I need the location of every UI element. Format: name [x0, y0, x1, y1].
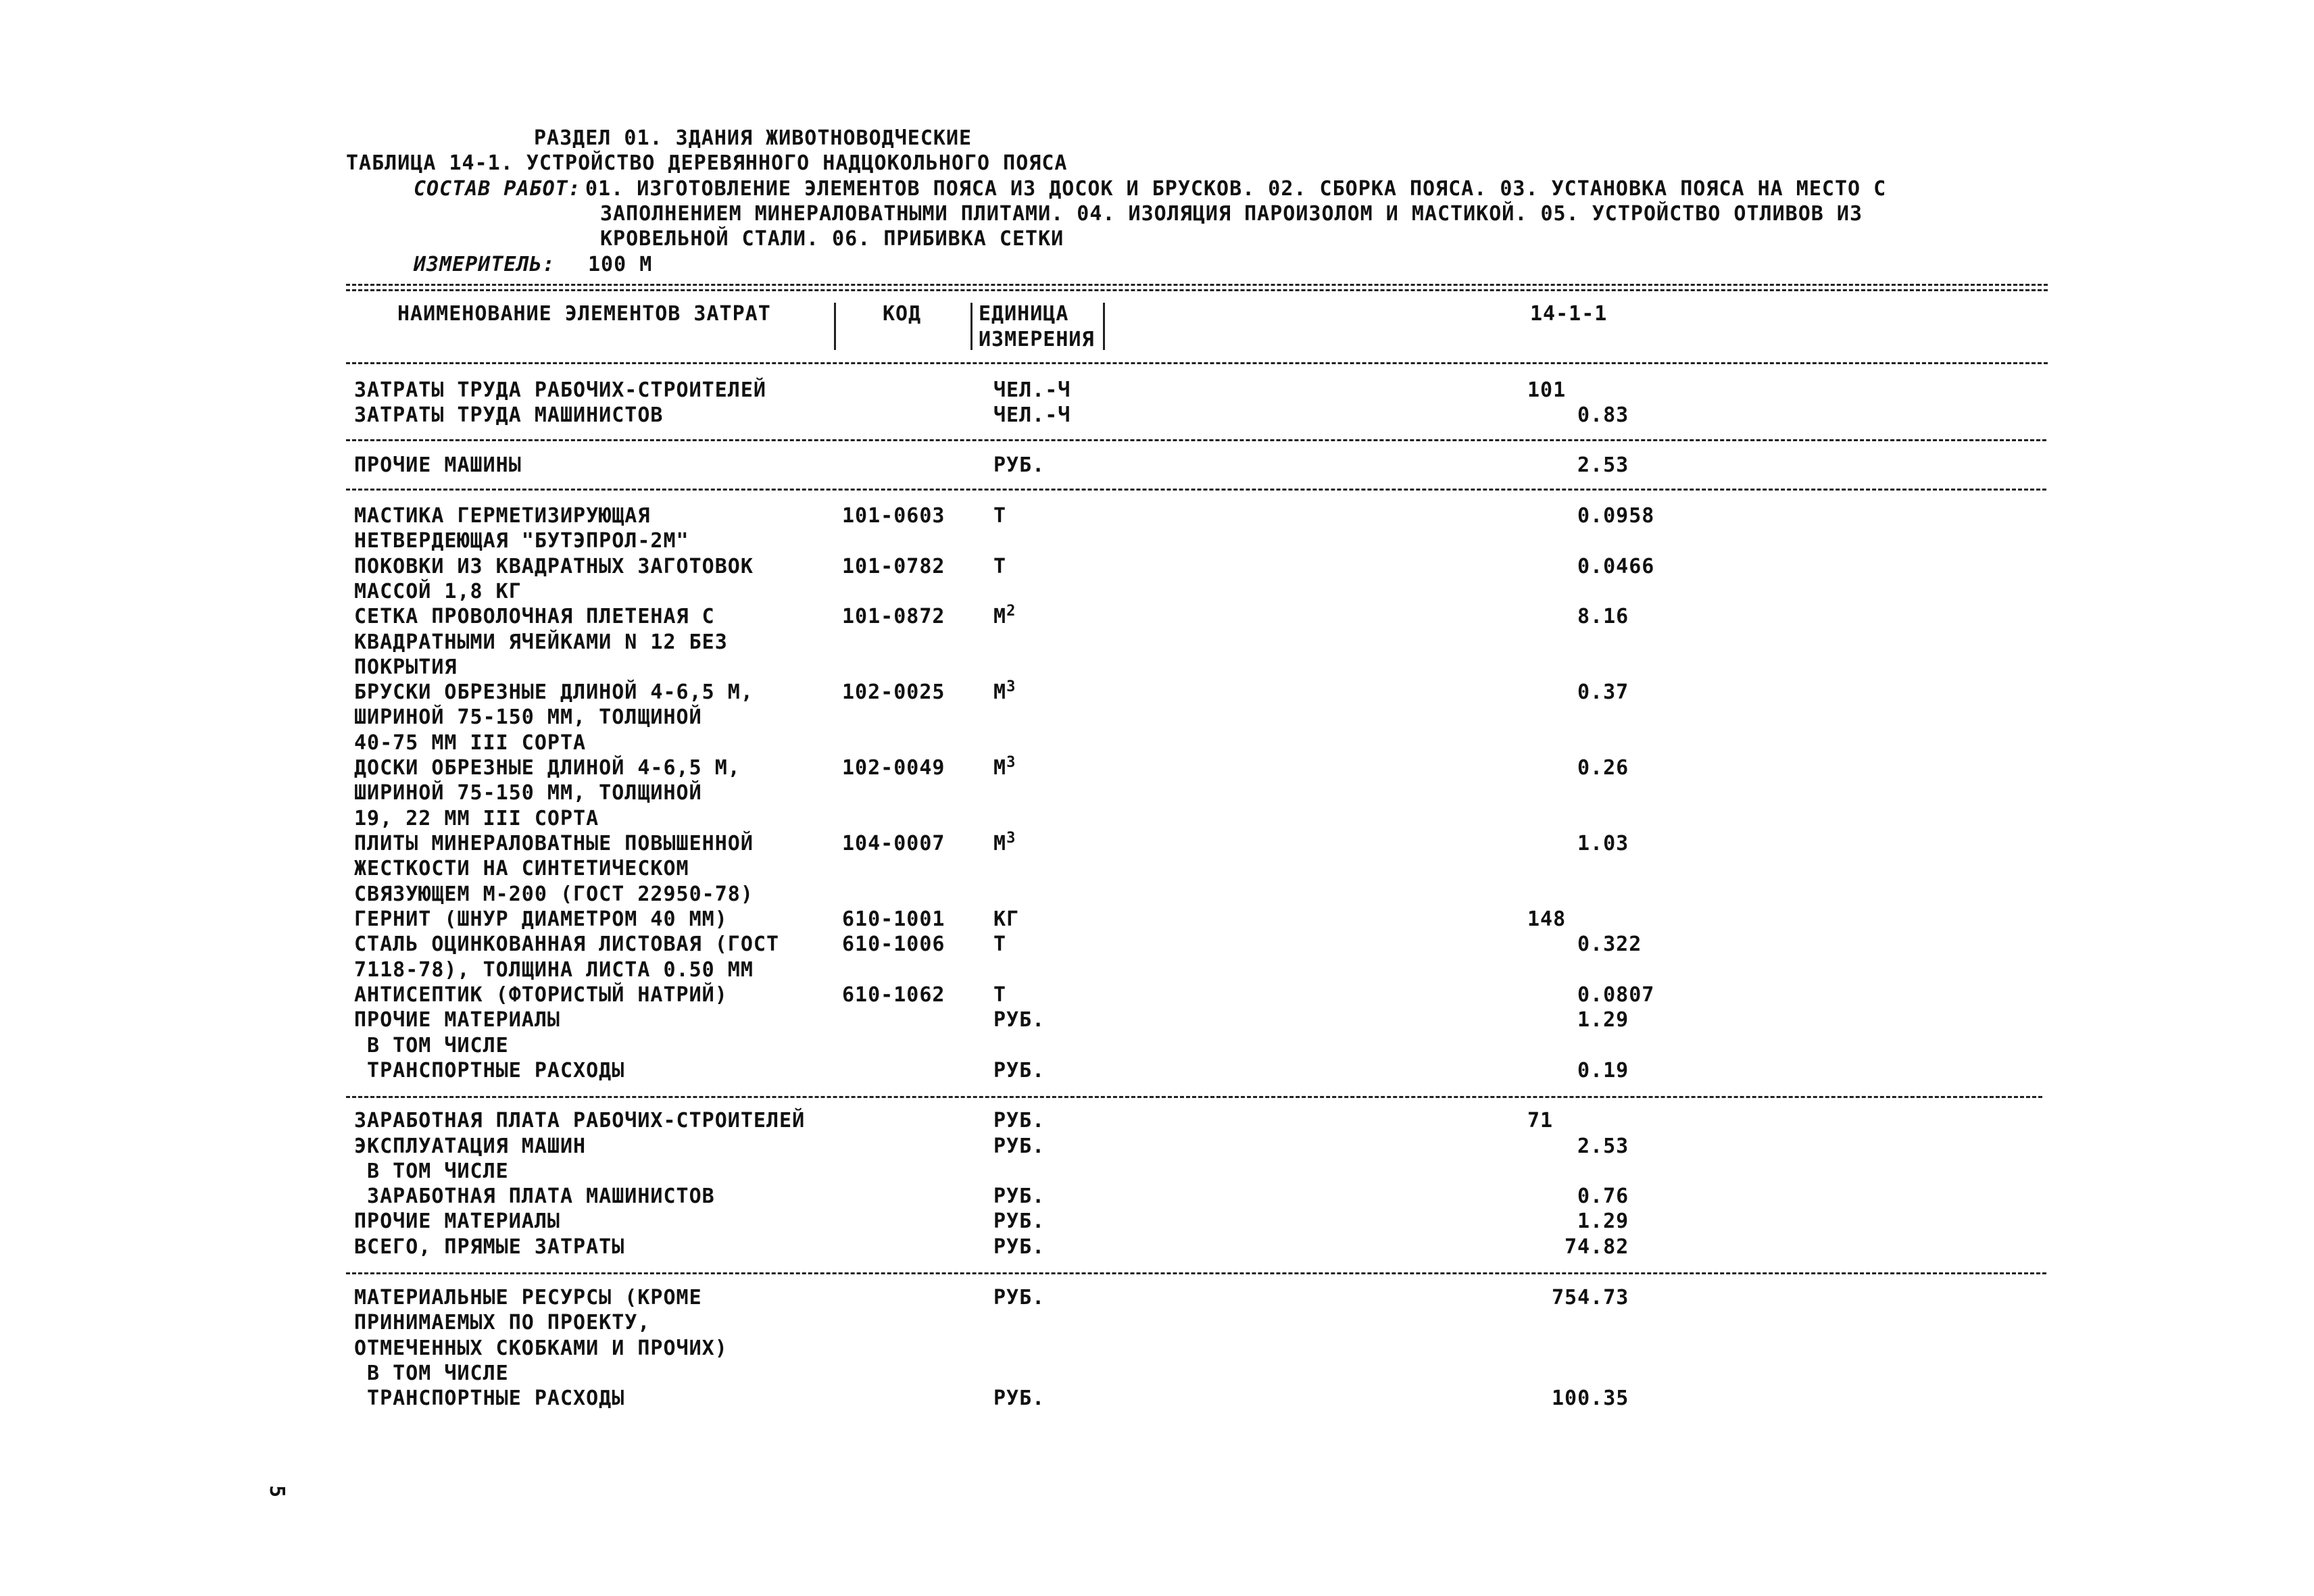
row-value: 0.0958	[1577, 504, 1655, 528]
row-name: ЗАТРАТЫ ТРУДА РАБОЧИХ-СТРОИТЕЛЕЙ	[354, 378, 766, 402]
row-code: 610-1006	[842, 932, 945, 956]
composition-label: СОСТАВ РАБОТ:	[414, 177, 581, 201]
row-name: БРУСКИ ОБРЕЗНЫЕ ДЛИНОЙ 4-6,5 М,	[354, 680, 754, 704]
row-name: ЭКСПЛУАТАЦИЯ МАШИН	[354, 1134, 587, 1158]
row-value: 100.35	[1552, 1387, 1629, 1410]
row-value: 148	[1527, 907, 1567, 931]
row-name: ПОКОВКИ ИЗ КВАДРАТНЫХ ЗАГОТОВОК	[354, 555, 754, 578]
row-unit-base: М	[993, 832, 1007, 855]
row-name: ОТМЕЧЕННЫХ СКОБКАМИ И ПРОЧИХ)	[354, 1337, 728, 1360]
row-value: 754.73	[1552, 1286, 1629, 1310]
row-value: 1.29	[1577, 1210, 1629, 1233]
composition-line-1: 01. ИЗГОТОВЛЕНИЕ ЭЛЕМЕНТОВ ПОЯСА ИЗ ДОСОК И БРУСКОВ. 02. СБОРКА ПОЯСА. 03. УСТАНОВКА ПОЯСА НА МЕСТО С	[585, 177, 1887, 201]
header-name: НАИМЕНОВАНИЕ ЭЛЕМЕНТОВ ЗАТРАТ	[397, 302, 771, 326]
row-name: В ТОМ ЧИСЛЕ	[354, 1362, 509, 1385]
row-name: МАССОЙ 1,8 КГ	[354, 580, 522, 603]
row-value: 71	[1527, 1109, 1554, 1132]
row-value: 0.0466	[1577, 555, 1655, 578]
row-code: 610-1001	[842, 907, 945, 931]
row-name: В ТОМ ЧИСЛЕ	[354, 1034, 509, 1057]
rule-sep-1	[346, 439, 2046, 441]
header-unit-2: ИЗМЕРЕНИЯ	[979, 328, 1095, 351]
row-unit: Т	[993, 932, 1007, 956]
row-name: ЗАТРАТЫ ТРУДА МАШИНИСТОВ	[354, 403, 664, 427]
row-name: ПЛИТЫ МИНЕРАЛОВАТНЫЕ ПОВЫШЕННОЙ	[354, 832, 754, 855]
row-unit-exponent: 3	[1006, 678, 1016, 695]
row-unit	[993, 680, 1016, 705]
row-value: 0.0807	[1577, 983, 1655, 1007]
row-name: ПРОЧИЕ МАШИНЫ	[354, 453, 522, 477]
row-unit	[993, 755, 1016, 781]
row-name: КВАДРАТНЫМИ ЯЧЕЙКАМИ N 12 БЕЗ	[354, 630, 728, 654]
row-name: МАСТИКА ГЕРМЕТИЗИРУЮЩАЯ	[354, 504, 651, 528]
row-unit: КГ	[993, 907, 1020, 931]
composition-line-2: ЗАПОЛНЕНИЕМ МИНЕРАЛОВАТНЫМИ ПЛИТАМИ. 04. ИЗОЛЯЦИЯ ПАРОИЗОЛОМ И МАСТИКОЙ. 05. УСТРОЙСТВО ОТЛИВОВ ИЗ	[600, 202, 1863, 226]
row-name: ДОСКИ ОБРЕЗНЫЕ ДЛИНОЙ 4-6,5 М,	[354, 756, 741, 780]
row-name: ГЕРНИТ (ШНУР ДИАМЕТРОМ 40 ММ)	[354, 907, 728, 931]
row-name: ПРИНИМАЕМЫХ ПО ПРОЕКТУ,	[354, 1311, 651, 1335]
row-name: ЗАРАБОТНАЯ ПЛАТА РАБОЧИХ-СТРОИТЕЛЕЙ	[354, 1109, 806, 1132]
row-value: 0.37	[1577, 680, 1629, 704]
rule-sep-2	[346, 489, 2046, 491]
row-unit: РУБ.	[993, 453, 1045, 477]
row-name: ЖЕСТКОСТИ НА СИНТЕТИЧЕСКОМ	[354, 857, 689, 880]
rule-sep-4	[346, 1272, 2046, 1274]
row-name: ШИРИНОЙ 75-150 ММ, ТОЛЩИНОЙ	[354, 781, 702, 805]
row-code: 610-1062	[842, 983, 945, 1007]
row-value: 0.26	[1577, 756, 1629, 780]
row-code: 101-0782	[842, 555, 945, 578]
row-name: МАТЕРИАЛЬНЫЕ РЕСУРСЫ (КРОМЕ	[354, 1286, 702, 1310]
row-unit: РУБ.	[993, 1008, 1045, 1032]
row-value: 2.53	[1577, 1134, 1629, 1158]
row-name: ПОКРЫТИЯ	[354, 655, 458, 679]
row-name: В ТОМ ЧИСЛЕ	[354, 1159, 509, 1183]
row-value: 1.29	[1577, 1008, 1629, 1032]
row-code: 104-0007	[842, 832, 945, 855]
row-unit: РУБ.	[993, 1059, 1045, 1082]
row-unit: ЧЕЛ.-Ч	[993, 403, 1071, 427]
row-unit-base: М	[993, 756, 1007, 780]
row-unit: РУБ.	[993, 1134, 1045, 1158]
row-name: СВЯЗУЮЩЕМ М-200 (ГОСТ 22950-78)	[354, 882, 754, 906]
row-name: ПРОЧИЕ МАТЕРИАЛЫ	[354, 1210, 560, 1233]
row-unit: РУБ.	[993, 1286, 1045, 1310]
row-name: ТРАНСПОРТНЫЕ РАСХОДЫ	[354, 1059, 625, 1082]
row-unit: Т	[993, 555, 1007, 578]
row-unit: ЧЕЛ.-Ч	[993, 378, 1071, 402]
row-code: 101-0603	[842, 504, 945, 528]
row-unit: РУБ.	[993, 1184, 1045, 1208]
row-value: 8.16	[1577, 605, 1629, 628]
row-unit	[993, 604, 1016, 630]
header-divider-2	[970, 303, 973, 350]
page-number: 5	[265, 1485, 289, 1499]
row-name: ВСЕГО, ПРЯМЫЕ ЗАТРАТЫ	[354, 1235, 625, 1259]
row-unit: РУБ.	[993, 1387, 1045, 1410]
meter-value: 100 М	[588, 253, 653, 276]
row-unit-exponent: 3	[1006, 754, 1016, 771]
row-value: 0.322	[1577, 932, 1642, 956]
rule-top-1	[346, 284, 2048, 286]
row-name: ПРОЧИЕ МАТЕРИАЛЫ	[354, 1008, 560, 1032]
row-name: СЕТКА ПРОВОЛОЧНАЯ ПЛЕТЕНАЯ С	[354, 605, 715, 628]
row-code: 102-0025	[842, 680, 945, 704]
row-unit-base: М	[993, 605, 1007, 628]
row-name: 19, 22 ММ III СОРТА	[354, 807, 599, 830]
row-value: 1.03	[1577, 832, 1629, 855]
row-name: 7118-78), ТОЛЩИНА ЛИСТА 0.50 ММ	[354, 958, 754, 982]
row-value: 0.76	[1577, 1184, 1629, 1208]
row-value: 0.19	[1577, 1059, 1629, 1082]
header-unit-1: ЕДИНИЦА	[979, 302, 1069, 326]
rule-top-2	[346, 289, 2048, 291]
row-code: 102-0049	[842, 756, 945, 780]
row-name: СТАЛЬ ОЦИНКОВАННАЯ ЛИСТОВАЯ (ГОСТ	[354, 932, 780, 956]
row-unit: Т	[993, 504, 1007, 528]
row-value: 2.53	[1577, 453, 1629, 477]
row-name: АНТИСЕПТИК (ФТОРИСТЫЙ НАТРИЙ)	[354, 983, 728, 1007]
row-unit: РУБ.	[993, 1210, 1045, 1233]
row-name: НЕТВЕРДЕЮЩАЯ "БУТЭПРОЛ-2М"	[354, 529, 689, 553]
meter-label: ИЗМЕРИТЕЛЬ:	[414, 253, 556, 276]
row-value: 101	[1527, 378, 1567, 402]
row-name: ШИРИНОЙ 75-150 ММ, ТОЛЩИНОЙ	[354, 705, 702, 729]
header-code: КОД	[883, 302, 922, 326]
row-unit-base: М	[993, 680, 1007, 704]
row-unit: РУБ.	[993, 1109, 1045, 1132]
row-unit: Т	[993, 983, 1007, 1007]
row-unit-exponent: 3	[1006, 830, 1016, 847]
header-divider-3	[1103, 303, 1105, 350]
row-value: 0.83	[1577, 403, 1629, 427]
rule-header-bottom	[346, 362, 2048, 364]
row-unit-exponent: 2	[1006, 603, 1016, 620]
composition-line-3: КРОВЕЛЬНОЙ СТАЛИ. 06. ПРИБИВКА СЕТКИ	[600, 227, 1064, 251]
row-code: 101-0872	[842, 605, 945, 628]
row-value: 74.82	[1565, 1235, 1629, 1259]
row-name: ТРАНСПОРТНЫЕ РАСХОДЫ	[354, 1387, 625, 1410]
row-unit	[993, 831, 1016, 857]
rule-sep-3	[346, 1096, 2042, 1098]
table-title: ТАБЛИЦА 14-1. УСТРОЙСТВО ДЕРЕВЯННОГО НАДЦОКОЛЬНОГО ПОЯСА	[346, 151, 1068, 175]
header-divider-1	[834, 303, 836, 350]
header-value: 14-1-1	[1530, 302, 1608, 326]
row-name: ЗАРАБОТНАЯ ПЛАТА МАШИНИСТОВ	[354, 1184, 715, 1208]
row-name: 40-75 ММ III СОРТА	[354, 731, 587, 755]
row-unit: РУБ.	[993, 1235, 1045, 1259]
section-title: РАЗДЕЛ 01. ЗДАНИЯ ЖИВОТНОВОДЧЕСКИЕ	[534, 126, 973, 150]
